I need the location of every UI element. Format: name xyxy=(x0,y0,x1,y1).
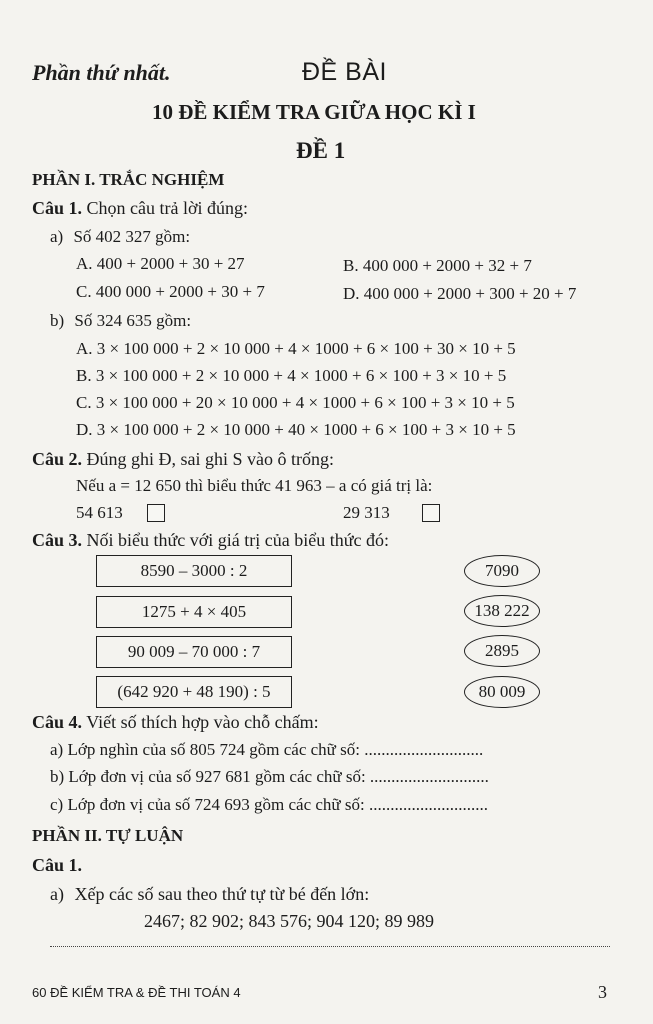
q4-item-b[interactable]: b) Lớp đơn vị của số 927 681 gồm các chữ số: ............................ xyxy=(50,767,489,786)
q3-value-oval[interactable]: 138 222 xyxy=(464,595,540,627)
s2-q1a-label: a) xyxy=(50,884,64,904)
q3-text: Nối biểu thức với giá trị của biểu thức đó: xyxy=(86,530,389,550)
q4-label: Câu 4. xyxy=(32,712,83,732)
q4-text: Viết số thích hợp vào chỗ chấm: xyxy=(86,712,319,732)
page-number: 3 xyxy=(598,982,607,1002)
answer-dotted-line[interactable] xyxy=(50,946,610,947)
subtitle: 10 ĐỀ KIỂM TRA GIỮA HỌC KÌ I xyxy=(152,100,476,124)
q3-value-oval[interactable]: 7090 xyxy=(464,555,540,587)
q1-text: Chọn câu trả lời đúng: xyxy=(86,198,249,218)
footer-book-title: 60 ĐỀ KIỂM TRA & ĐỀ THI TOÁN 4 xyxy=(32,985,241,1000)
q1a-option-B: B. 400 000 + 2000 + 32 + 7 xyxy=(343,256,532,275)
s2-q1-label: Câu 1. xyxy=(32,855,83,875)
q3 xyxy=(32,530,389,551)
main-title: ĐỀ BÀI xyxy=(302,58,387,86)
q4-item-a[interactable]: a) Lớp nghìn của số 805 724 gồm các chữ số: ............................ xyxy=(50,740,484,759)
q2 xyxy=(32,449,334,470)
q2-answer-box-1[interactable] xyxy=(147,504,165,522)
q1b-option-A: A. 3 × 100 000 + 2 × 10 000 + 4 × 1000 + 6 × 100 + 30 × 10 + 5 xyxy=(76,339,516,358)
q2-option-1: 54 613 xyxy=(76,503,123,522)
q1a-option-D: D. 400 000 + 2000 + 300 + 20 + 7 xyxy=(343,284,577,303)
section-2-title: PHẦN II. TỰ LUẬN xyxy=(32,826,184,845)
q1a-option-A: A. 400 + 2000 + 30 + 27 xyxy=(76,254,245,273)
q2-statement: Nếu a = 12 650 thì biểu thức 41 963 – a có giá trị là: xyxy=(76,476,433,495)
exam-title: ĐỀ 1 xyxy=(296,138,346,163)
q1a-text: Số 402 327 gồm: xyxy=(73,227,191,246)
q2-text: Đúng ghi Đ, sai ghi S vào ô trống: xyxy=(86,449,335,469)
q4 xyxy=(32,712,319,733)
q4-item-c[interactable]: c) Lớp đơn vị của số 724 693 gồm các chữ số: ............................ xyxy=(50,795,488,814)
q1a-option-C: C. 400 000 + 2000 + 30 + 7 xyxy=(76,282,265,301)
section-1-title: PHẦN I. TRẮC NGHIỆM xyxy=(32,170,225,189)
q3-label: Câu 3. xyxy=(32,530,83,550)
q3-expression-box[interactable]: 1275 + 4 × 405 xyxy=(96,596,292,628)
q2-answer-box-2[interactable] xyxy=(422,504,440,522)
q1a xyxy=(50,227,190,247)
q1b-label: b) xyxy=(50,311,65,330)
q1b-option-B: B. 3 × 100 000 + 2 × 10 000 + 4 × 1000 + 6 × 100 + 3 × 10 + 5 xyxy=(76,366,507,385)
q3-value-oval[interactable]: 2895 xyxy=(464,635,540,667)
q1a-label: a) xyxy=(50,227,64,246)
q2-option-2: 29 313 xyxy=(343,503,390,522)
q1 xyxy=(32,198,248,219)
q1b-text: Số 324 635 gồm: xyxy=(74,311,192,330)
s2-q1-numbers: 2467; 82 902; 843 576; 904 120; 89 989 xyxy=(144,911,435,931)
q1b xyxy=(50,311,191,331)
q1-label: Câu 1. xyxy=(32,198,83,218)
s2-q1a-text: Xếp các số sau theo thứ tự từ bé đến lớn: xyxy=(74,884,370,904)
q2-label: Câu 2. xyxy=(32,449,83,469)
q3-expression-box[interactable]: 8590 – 3000 : 2 xyxy=(96,555,292,587)
q3-expression-box[interactable]: (642 920 + 48 190) : 5 xyxy=(96,676,292,708)
q1b-option-D: D. 3 × 100 000 + 2 × 10 000 + 40 × 1000 + 6 × 100 + 3 × 10 + 5 xyxy=(76,420,516,439)
part-label: Phần thứ nhất. xyxy=(32,60,171,85)
s2-q1a xyxy=(50,884,369,905)
q3-value-oval[interactable]: 80 009 xyxy=(464,676,540,708)
q3-expression-box[interactable]: 90 009 – 70 000 : 7 xyxy=(96,636,292,668)
q1b-option-C: C. 3 × 100 000 + 20 × 10 000 + 4 × 1000 + 6 × 100 + 3 × 10 + 5 xyxy=(76,393,515,412)
